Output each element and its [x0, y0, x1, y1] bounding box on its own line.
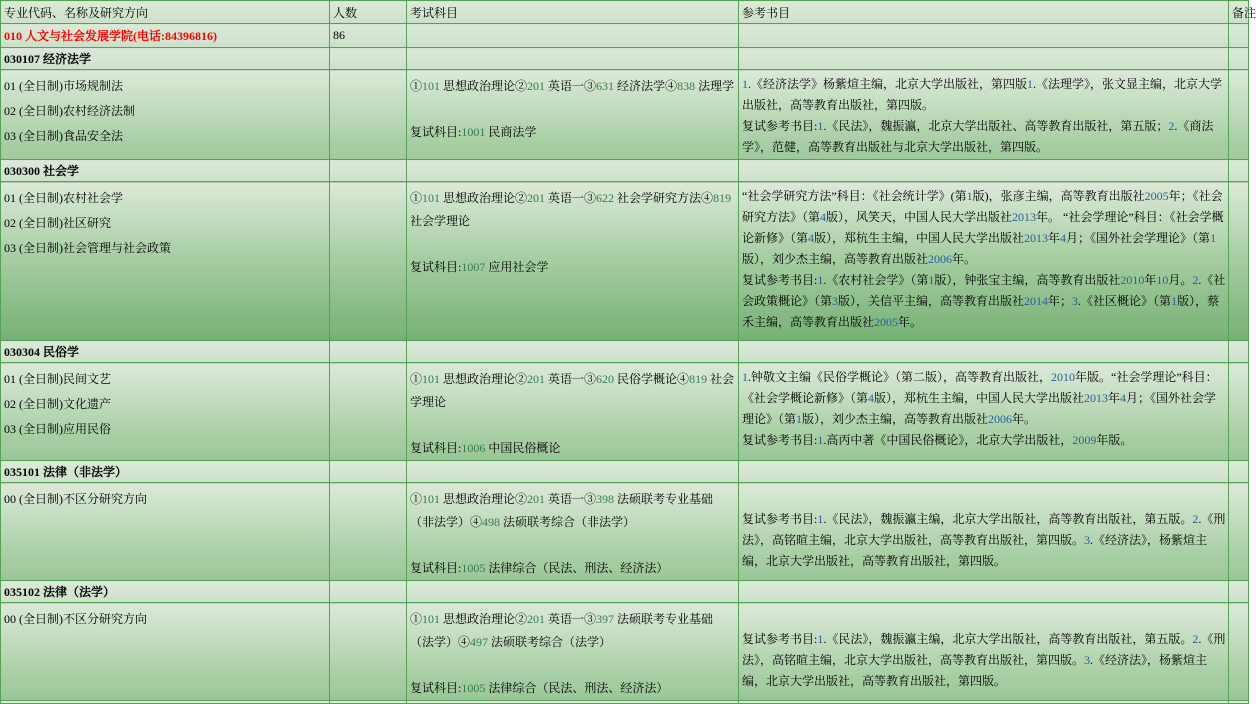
- direction-item: 01 (全日制)民间文艺: [4, 372, 111, 386]
- quota-cell[interactable]: [330, 70, 407, 160]
- empty-cell[interactable]: [330, 48, 407, 70]
- exam-subjects-text: ①101 思想政治理论②201 英语一③631 经济法学④838 法理学: [410, 79, 735, 93]
- section-title-cell[interactable]: 030107 经济法学: [1, 48, 330, 70]
- exam-subjects-text: ①101 思想政治理论②201 英语一③397 法硕联考专业基础（法学）④497 法硕联考综合（法学）: [410, 612, 714, 649]
- reference-paragraph: “社会学研究方法”科目：《社会统计学》(第1版)，张彦主编，高等教育出版社2005年；《社会研究方法》（第4版），风笑天，中国人民大学出版社2013年。 “社会学理论”科目：《社会学概论新修》（第4版），郑杭生主编，中国人民大学出版社2013年4月；《国外社会学理论》（第1版），刘少杰主编，高等教育出版社2006年。: [742, 189, 1224, 266]
- section-row-030107: [1, 48, 1249, 70]
- empty-cell[interactable]: [407, 48, 739, 70]
- direction-cell[interactable]: [1, 483, 330, 581]
- col-header-note: 备注: [1229, 1, 1249, 24]
- direction-item: 01 (全日制)农村社会学: [4, 191, 123, 205]
- program-row-folklore: [1, 363, 1249, 461]
- retest-reference-paragraph: 复试参考书目:1.《民法》，魏振瀛主编，北京大学出版社，高等教育出版社，第五版。2.《刑法》，高铭暄主编，北京大学出版社，高等教育出版社，第四版。3.《经济法》，杨紫煊主编，北京大学出版社，高等教育出版社，第四版。: [742, 512, 1226, 568]
- retest-reference-paragraph: 复试参考书目:1.高丙中著《中国民俗概论》，北京大学出版社，2009年版。: [742, 433, 1133, 447]
- empty-cell[interactable]: [739, 461, 1229, 483]
- quota-cell[interactable]: [330, 483, 407, 581]
- exam-cell[interactable]: [407, 363, 739, 461]
- section-row-030300: [1, 160, 1249, 182]
- empty-cell[interactable]: [330, 461, 407, 483]
- empty-cell[interactable]: [739, 48, 1229, 70]
- empty-cell[interactable]: [1229, 24, 1249, 48]
- refs-cell[interactable]: [739, 363, 1229, 461]
- retest-subject-text: 复试科目:1007 应用社会学: [410, 260, 549, 274]
- col-header-major: 专业代码、名称及研究方向: [1, 1, 330, 24]
- note-cell[interactable]: [1229, 70, 1249, 160]
- exam-subjects-text: ①101 思想政治理论②201 英语一③398 法硕联考专业基础（非法学）④498 法硕联考综合（非法学）: [410, 492, 714, 529]
- note-cell[interactable]: [1229, 182, 1249, 341]
- empty-cell[interactable]: [1229, 48, 1249, 70]
- retest-reference-paragraph: 复试参考书目:1.《农村社会学》（第1版），钟张宝主编，高等教育出版社2010年10月。2.《社会政策概论》（第3版），关信平主编，高等教育出版社2014年；3.《社区概论》（第1版），蔡禾主编，高等教育出版社2005年。: [742, 273, 1226, 329]
- empty-cell[interactable]: [330, 581, 407, 603]
- quota-cell[interactable]: [330, 603, 407, 701]
- retest-reference-paragraph: 复试参考书目:1.《民法》，魏振瀛，北京大学出版社、高等教育出版社，第五版；2.《商法学》，范健，高等教育出版社与北京大学出版社，第四版。: [742, 119, 1214, 154]
- refs-cell[interactable]: [739, 70, 1229, 160]
- direction-cell[interactable]: [1, 363, 330, 461]
- refs-cell[interactable]: [739, 182, 1229, 341]
- empty-cell: [407, 701, 739, 704]
- program-row-law-nonlaw: [1, 483, 1249, 581]
- note-cell[interactable]: [1229, 603, 1249, 701]
- exam-cell[interactable]: [407, 70, 739, 160]
- retest-reference-paragraph: 复试参考书目:1.《民法》，魏振瀛主编，北京大学出版社，高等教育出版社，第五版。2.《刑法》，高铭暄主编，北京大学出版社，高等教育出版社，第四版。3.《经济法》，杨紫煊主编，北京大学出版社，高等教育出版社，第四版。: [742, 632, 1226, 688]
- section-row-035102: [1, 581, 1249, 603]
- reference-paragraph: 1.《经济法学》杨紫煊主编，北京大学出版社，第四版1.《法理学》，张文显主编，北京大学出版社，高等教育出版社，第四版。: [742, 77, 1223, 112]
- direction-item: 01 (全日制)市场规制法: [4, 79, 123, 93]
- college-quota-cell[interactable]: 86: [330, 24, 407, 48]
- program-row-economic-law: [1, 70, 1249, 160]
- empty-cell[interactable]: [330, 160, 407, 182]
- direction-cell[interactable]: [1, 603, 330, 701]
- direction-item: 03 (全日制)食品安全法: [4, 129, 123, 143]
- empty-cell[interactable]: [1229, 160, 1249, 182]
- empty-cell: [1229, 701, 1249, 704]
- note-cell[interactable]: [1229, 483, 1249, 581]
- direction-item: 00 (全日制)不区分研究方向: [4, 612, 147, 626]
- header-row: [1, 1, 1249, 24]
- direction-item: 00 (全日制)不区分研究方向: [4, 492, 147, 506]
- section-row-030304: [1, 341, 1249, 363]
- empty-cell[interactable]: [407, 24, 739, 48]
- empty-cell[interactable]: [739, 24, 1229, 48]
- empty-cell: [739, 701, 1229, 704]
- section-title-cell[interactable]: 030304 民俗学: [1, 341, 330, 363]
- exam-cell[interactable]: [407, 483, 739, 581]
- quota-cell[interactable]: [330, 363, 407, 461]
- col-header-references: 参考书目: [739, 1, 1229, 24]
- partial-next-row: [1, 701, 1249, 704]
- section-row-035101: [1, 461, 1249, 483]
- direction-item: 02 (全日制)文化遗产: [4, 397, 111, 411]
- empty-cell: [330, 701, 407, 704]
- exam-subjects-text: ①101 思想政治理论②201 英语一③622 社会学研究方法④819 社会学理论: [410, 191, 732, 228]
- college-row: [1, 24, 1249, 48]
- quota-cell[interactable]: [330, 182, 407, 341]
- empty-cell[interactable]: [407, 160, 739, 182]
- empty-cell[interactable]: [407, 341, 739, 363]
- retest-subject-text: 复试科目:1001 民商法学: [410, 125, 537, 139]
- direction-cell[interactable]: [1, 70, 330, 160]
- college-name-cell[interactable]: 010 人文与社会发展学院(电话:84396816): [1, 24, 330, 48]
- exam-cell[interactable]: [407, 603, 739, 701]
- retest-subject-text: 复试科目:1005 法律综合（民法、刑法、经济法）: [410, 561, 669, 575]
- direction-cell[interactable]: [1, 182, 330, 341]
- exam-subjects-text: ①101 思想政治理论②201 英语一③620 民俗学概论④819 社会学理论: [410, 372, 735, 409]
- direction-item: 03 (全日制)社会管理与社会政策: [4, 241, 171, 255]
- retest-subject-text: 复试科目:1005 法律综合（民法、刑法、经济法）: [410, 681, 669, 695]
- empty-cell[interactable]: [407, 581, 739, 603]
- program-row-law-law: [1, 603, 1249, 701]
- empty-cell[interactable]: [1229, 461, 1249, 483]
- empty-cell[interactable]: [1229, 581, 1249, 603]
- empty-cell[interactable]: [1229, 341, 1249, 363]
- refs-cell[interactable]: [739, 603, 1229, 701]
- direction-item: 03 (全日制)应用民俗: [4, 422, 111, 436]
- direction-item: 02 (全日制)社区研究: [4, 216, 111, 230]
- empty-cell[interactable]: [330, 341, 407, 363]
- section-title-cell[interactable]: 035102 法律（法学）: [1, 581, 330, 603]
- exam-cell[interactable]: [407, 182, 739, 341]
- note-cell[interactable]: [1229, 363, 1249, 461]
- section-title-cell[interactable]: 035101 法律（非法学）: [1, 461, 330, 483]
- empty-cell[interactable]: [739, 581, 1229, 603]
- empty-cell[interactable]: [407, 461, 739, 483]
- col-header-quota: 人数: [330, 1, 407, 24]
- retest-subject-text: 复试科目:1006 中国民俗概论: [410, 441, 561, 455]
- empty-cell[interactable]: [739, 160, 1229, 182]
- direction-item: 02 (全日制)农村经济法制: [4, 104, 135, 118]
- refs-cell[interactable]: [739, 483, 1229, 581]
- section-title-cell[interactable]: 030300 社会学: [1, 160, 330, 182]
- empty-cell: [1, 701, 330, 704]
- empty-cell[interactable]: [739, 341, 1229, 363]
- col-header-exam-subjects: 考试科目: [407, 1, 739, 24]
- reference-paragraph: 1.钟敬文主编《民俗学概论》（第二版），高等教育出版社，2010年版。“社会学理论”科目：《社会学概论新修》（第4版），郑杭生主编，中国人民大学出版社2013年4月；《国外社会学理论》（第1版），刘少杰主编，高等教育出版社2006年。: [742, 370, 1218, 426]
- program-row-sociology: [1, 182, 1249, 341]
